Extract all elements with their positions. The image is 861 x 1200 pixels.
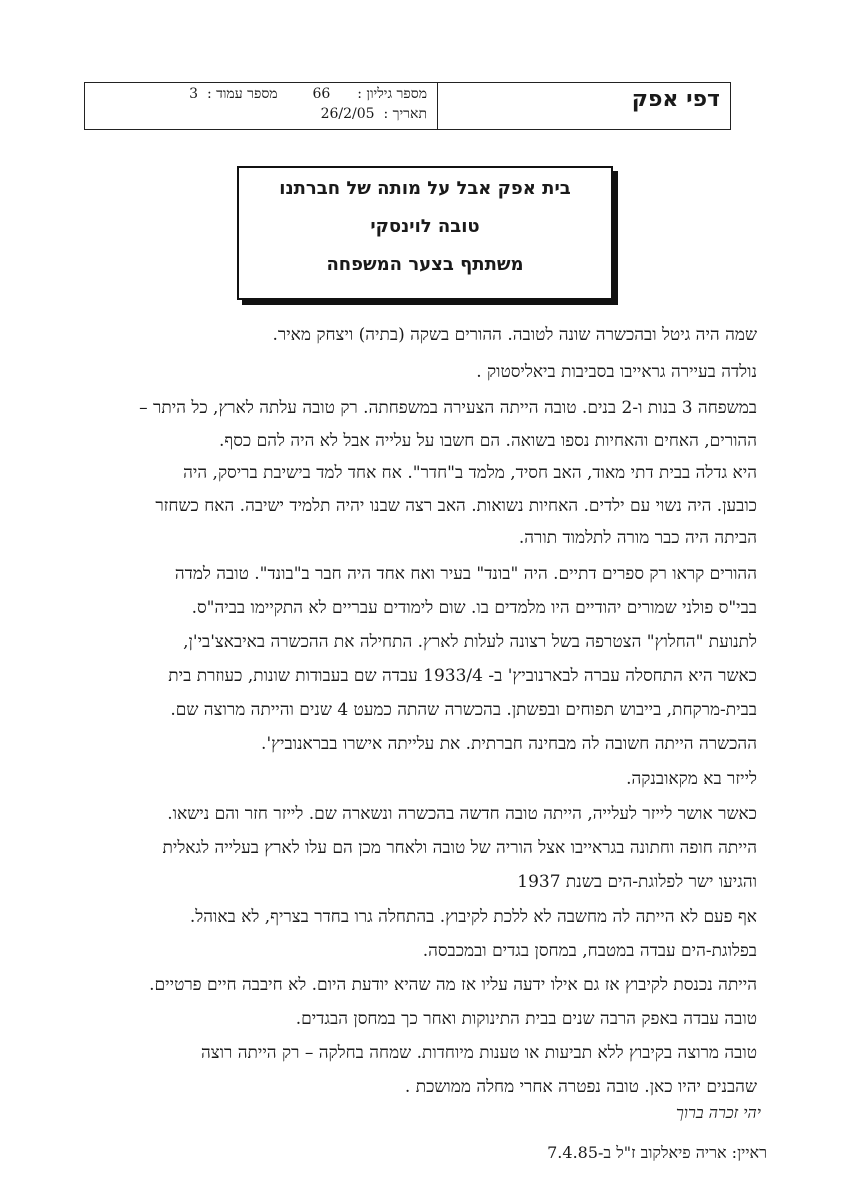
body-line: הייתה נכנסת לקיבוץ אז גם אילו ידעה עליו אז מה שהיא יודעת היום. לא חיבבה חיים פרטיים. [149,975,757,995]
body-line: בבית-מרקחת, בייבוש תפוחים ובפשתן. בהכשרה שהתה כמעט 4 שנים והייתה מרוצה שם. [170,700,757,720]
body-line: לתנועת "החלוץ" הצטרפה בשל רצונה לעלות לארץ. התחילה את ההכשרה באיבאצ'בי'ן, [183,632,757,652]
body-line: במשפחה 3 בנות ו-2 בנים. טובה הייתה הצעירה במשפחתה. רק טובה עלתה לארץ, כל היתר – [139,398,757,418]
issue-label: מספר גיליון : [357,86,427,102]
body-line: הביתה היה כבר מורה לתלמוד תורה. [518,528,757,548]
body-line: טובה מרוצה בקיבוץ ללא תביעות או טענות מיוחדות. שמחה בחלקה – רק הייתה רוצה [200,1043,757,1063]
publication-cell [438,83,730,129]
title-line-1: בית אפק אבל על מותה של חברתנו [279,178,571,199]
issue-info-cell [85,83,438,129]
body-line: הייתה חופה וחתונה בגראייבו אצל הוריה של טובה ולאחר מכן הם עלו לארץ בעלייה לגאלית [162,838,757,858]
issue-number: 66 [312,86,331,102]
title-name: טובה לוינסקי [370,216,480,237]
issue-page-row [189,86,427,103]
publication-name: דפי אפק [631,87,720,112]
body-line: ההורים, האחים והאחיות נספו בשואה. הם חשבו על עלייה אבל לא היה להם כסף. [219,431,757,451]
body-line: ההורים קראו רק ספרים דתיים. היה "בונד" בעיר ואח אחד היה חבר ב"בונד". טובה למדה [174,564,757,584]
body-line: בפלוגת-הים עבדה במטבח, במחסן בגדים ובמכבסה. [422,941,757,961]
body-line: לייזר בא מקאובנקה. [626,769,757,789]
header-table [84,82,731,130]
interviewer-credit: ראיין: אריה פיאלקוב ז"ל ב-7.4.85 [547,1143,767,1162]
body-line: טובה עבדה באפק הרבה שנים בבית התינוקות ואחר כך במחסן הבגדים. [295,1009,757,1029]
body-line: בבי"ס פולני שמורים יהודיים היו מלמדים בו. שום לימודים עבריים לא התקיימו בביה"ס. [191,598,757,618]
title-line-3: משתתף בצער המשפחה [326,254,524,275]
body-line: שמה היה גיטל ובהכשרה שונה לטובה. ההורים בשקה (בתיה) ויצחק מאיר. [272,325,757,345]
memorial-signature: יהי זכרה ברוך [676,1103,761,1122]
body-line: כאשר היא התחסלה עברה לבארנוביץ' ב- 1933/4 עבדה שם בעבודות שונות, כעוזרת בית [168,666,757,686]
memorial-title-box [237,166,613,300]
body-line: ההכשרה הייתה חשובה לה מבחינה חברתית. את עלייתה אישרו בבראנוביץ'. [261,734,757,754]
page-label: מספר עמוד : [206,86,278,102]
date-row [321,106,427,123]
body-line: אף פעם לא הייתה לה מחשבה לא ללכת לקיבוץ. בהתחלה גרו בחדר בצריף, לא באוהל. [189,907,757,927]
body-line: נולדה בעיירה גראייבו בסביבות ביאליסטוק . [476,362,757,382]
body-line: כובען. היה נשוי עם ילדים. האחיות נשואות. האב רצה שבנו יהיה תלמיד ישיבה. האח כשחזר [155,496,757,516]
page-number: 3 [189,86,199,102]
body-line: כאשר אושר לייזר לעלייה, הייתה טובה חדשה בהכשרה ונשארה שם. לייזר חזר והם נישאו. [167,804,757,824]
body-line: שהבנים יהיו כאן. טובה נפטרה אחרי מחלה ממושכת . [404,1077,757,1097]
date-value: 26/2/05 [320,106,375,122]
date-label: תאריך : [383,106,427,122]
body-line: והגיעו ישר לפלוגת-הים בשנת 1937 [517,872,757,892]
body-line: היא גדלה בבית דתי מאוד, האב חסיד, מלמד ב"חדר". אח אחד למד בישיבת בריסק, היה [183,463,757,483]
